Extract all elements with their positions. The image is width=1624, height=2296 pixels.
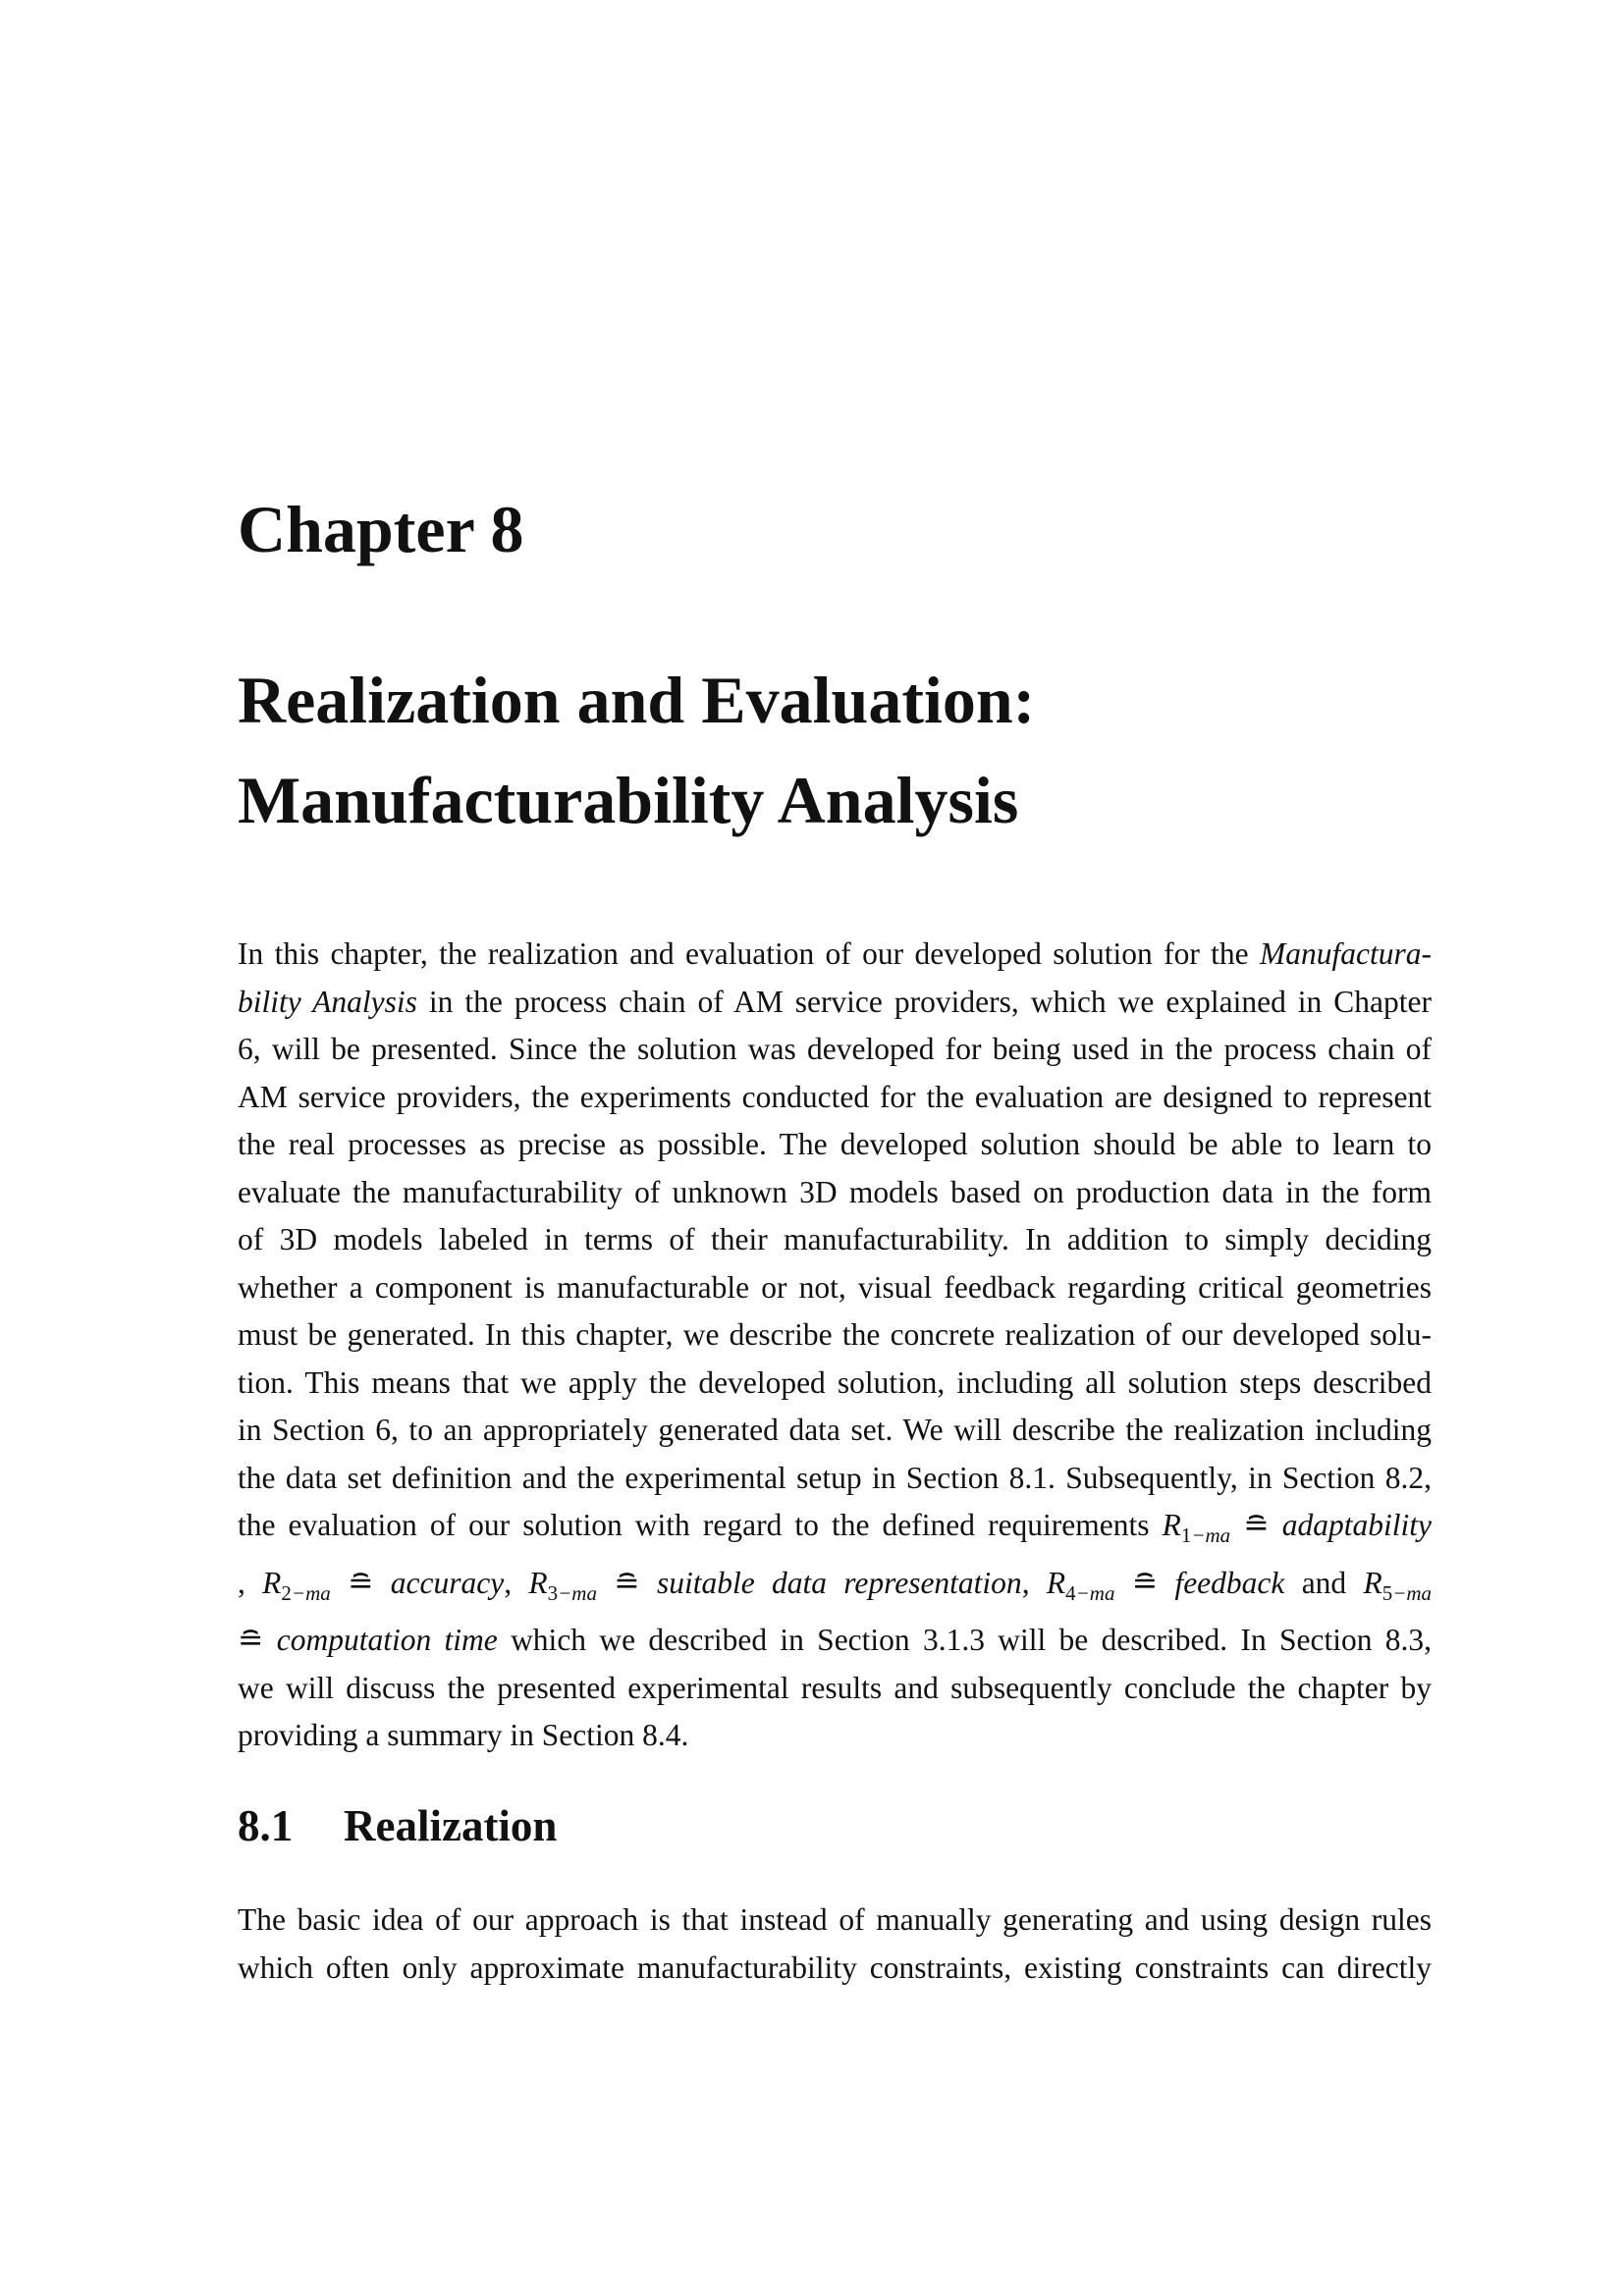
chapter-title-line-1: Realization and Evaluation: [238,663,1036,737]
requirement-r5: $R_{5-ma}$ [1363,1565,1433,1605]
intro-line-14: , $R_{2-ma}$ ≘ accuracy, $R_{3-ma}$ ≘ suitable data representation, $R_{4-ma}$ ≘ feedback and $R_{5-ma}$ [238,1565,1433,1605]
section-heading [238,1801,558,1850]
intro-line-2: bility Analysis in the process chain of AM service providers, which we explained in Chapter [238,984,1433,1019]
requirement-r2: $R_{2-ma}$ ≘ accuracy [262,1565,505,1605]
intro-line-12: the data set definition and the experimental setup in Section 8.1. Subsequently, in Section 8.2, [238,1460,1432,1495]
chapter-title-line-2: Manufacturability Analysis [238,763,1019,837]
requirement-r4: $R_{4-ma}$ ≘ feedback [1046,1565,1285,1605]
intro-line-3: 6, will be presented. Since the solution was developed for being used in the process chain of [238,1032,1432,1066]
intro-line-6: evaluate the manufacturability of unknown 3D models based on production data in the form [238,1174,1432,1209]
intro-line-16: we will discuss the presented experimental results and subsequently conclude the chapter by [238,1670,1432,1705]
section-number: 8.1 [238,1801,294,1850]
intro-line-11: in Section 6, to an appropriately generated data set. We will describe the realization including [238,1413,1432,1447]
intro-line-1: In this chapter, the realization and evaluation of our developed solution for the Manufactura- [238,936,1432,971]
chapter-title [238,650,1432,850]
manufacturability-analysis-term: Manufactura- [1260,936,1432,971]
chapter-label: Chapter 8 [238,492,524,566]
intro-line-7: of 3D models labeled in terms of their manufacturability. In addition to simply deciding [238,1222,1432,1256]
intro-line-13: the evaluation of our solution with regard to the defined requirements $R_{1-ma}$ ≘ adaptability [238,1508,1432,1547]
section-paragraph [238,1896,1432,1992]
intro-line-5: the real processes as precise as possible. The developed solution should be able to learn to [238,1127,1432,1161]
intro-line-9: must be generated. In this chapter, we describe the concrete realization of our developed solu- [238,1317,1432,1352]
requirement-r1: $R_{1-ma}$ ≘ adaptability [1162,1508,1432,1547]
intro-line-15: ≘ computation time which we described in Section 3.1.3 will be described. In Section 8.3, [238,1623,1433,1657]
section-line-1: The basic idea of our approach is that instead of manually generating and using design rules [238,1902,1432,1937]
intro-line-4: AM service providers, the experiments conducted for the evaluation are designed to represent [238,1079,1432,1114]
intro-line-8: whether a component is manufacturable or not, visual feedback regarding critical geometries [238,1269,1432,1305]
section-title: Realization [344,1801,558,1850]
requirement-r3: $R_{3-ma}$ ≘ suitable data representation [528,1565,1022,1605]
section-line-2: which often only approximate manufacturability constraints, existing constraints can directly [238,1949,1432,1985]
intro-line-17: providing a summary in Section 8.4. [238,1718,689,1752]
intro-paragraph [238,931,1432,1760]
intro-line-10: tion. This means that we apply the developed solution, including all solution steps described [238,1364,1432,1400]
